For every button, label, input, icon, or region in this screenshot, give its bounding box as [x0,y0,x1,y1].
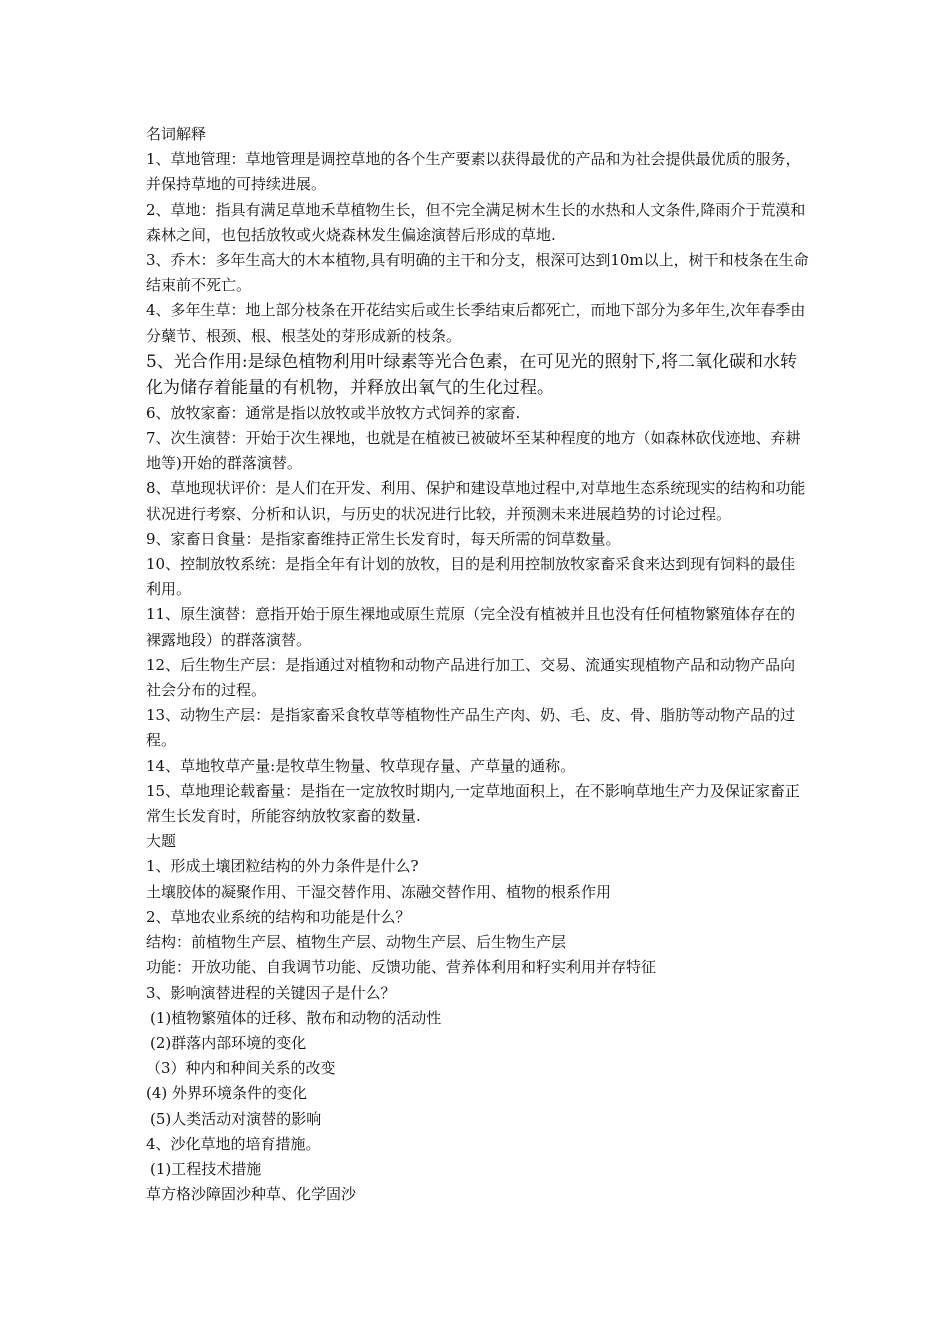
question-line: 3、影响演替进程的关键因子是什么？ [146,983,396,1002]
definition-item: 11、原生演替：意指开始于原生裸地或原生荒原（完全没有植被并且也没有任何植物繁殖体存在的裸露地段）的群落演替。 [146,605,796,649]
definition-item: 2、草地：指具有满足草地禾草植物生长，但不完全满足树木生长的水热和人文条件,降雨介于荒漠和森林之间，也包括放牧或火烧森林发生偏途演替后形成的草地. [146,200,806,244]
answer-line: (1)工程技术措施 [150,1159,262,1178]
definition-item: 7、次生演替：开始于次生裸地，也就是在植被已被破坏至某种程度的地方（如森林砍伐迹地、弃耕地等)开始的群落演替。 [146,429,801,473]
document-page [146,122,810,1207]
definition-item: 4、多年生草：地上部分枝条在开花结实后或生长季结束后都死亡，而地下部分为多年生,次年春季由分蘖节、根颈、根、根茎处的芽形成新的枝条。 [146,301,806,345]
answer-line: (2)群落内部环境的变化 [150,1033,307,1052]
answer-line: 功能：开放功能、自我调节功能、反馈功能、营养体利用和籽实利用并存特征 [146,958,657,977]
answer-line: (4) 外界环境条件的变化 [146,1084,308,1103]
definition-item: 3、乔木：多年生高大的木本植物,具有明确的主干和分支，根深可达到10m以上，树干和枝条在生命结束前不死亡。 [146,251,809,295]
answer-line: 草方格沙障固沙种草、化学固沙 [146,1185,357,1204]
answer-line: (5)人类活动对演替的影响 [150,1109,322,1128]
definition-item: 6、放牧家畜：通常是指以放牧或半放牧方式饲养的家畜. [146,403,521,422]
section-title-definitions: 名词解释 [146,125,207,143]
definition-item: 12、后生物生产层：是指通过对植物和动物产品进行加工、交易、流通实现植物产品和动物产品向社会分布的过程。 [146,655,796,700]
definition-item: 1、草地管理：草地管理是调控草地的各个生产要素以获得最优的产品和为社会提供最优质的服务，并保持草地的可持续进展。 [146,150,801,194]
answer-line: (1)植物繁殖体的迁移、散布和动物的活动性 [150,1008,442,1027]
definition-item: 8、草地现状评价：是人们在开发、利用、保护和建设草地过程中,对草地生态系统现实的结构和功能状况进行考察、分析和认识，与历史的状况进行比较，并预测未来进展趋势的讨论过程。 [146,479,806,523]
answer-line: 结构：前植物生产层、植物生产层、动物生产层、后生物生产层 [146,933,567,952]
question-line: 2、草地农业系统的结构和功能是什么？ [146,907,411,926]
definition-item: 10、控制放牧系统：是指全年有计划的放牧，目的是利用控制放牧家畜采食来达到现有饲料的最佳利用。 [146,555,796,599]
question-line: 4、沙化草地的培育措施。 [146,1134,321,1153]
definition-item: 9、家畜日食量：是指家畜维持正常生长发育时，每天所需的饲草数量。 [146,529,621,548]
question-line: 1、形成土壤团粒结构的外力条件是什么? [146,857,419,876]
definition-item: 5、光合作用:是绿色植物利用叶绿素等光合色素，在可见光的照射下,将二氧化碳和水转化为储存着能量的有机物，并释放出氧气的生化过程。 [146,351,797,398]
section-title-questions: 大题 [146,832,177,851]
definition-item: 14、草地牧草产量:是牧草生物量、牧草现存量、产草量的通称。 [146,756,576,775]
definition-item: 13、动物生产层：是指家畜采食牧草等植物性产品生产肉、奶、毛、皮、骨、脂肪等动物产品的过程。 [146,706,796,750]
answer-line: （3）种内和种间关系的改变 [146,1059,336,1078]
answer-line: 土壤胶体的凝聚作用、干湿交替作用、冻融交替作用、植物的根系作用 [146,882,612,901]
definition-item: 15、草地理论载畜量：是指在一定放牧时期内,一定草地面积上，在不影响草地生产力及保证家畜正常生长发育时，所能容纳放牧家畜的数量. [146,781,800,826]
